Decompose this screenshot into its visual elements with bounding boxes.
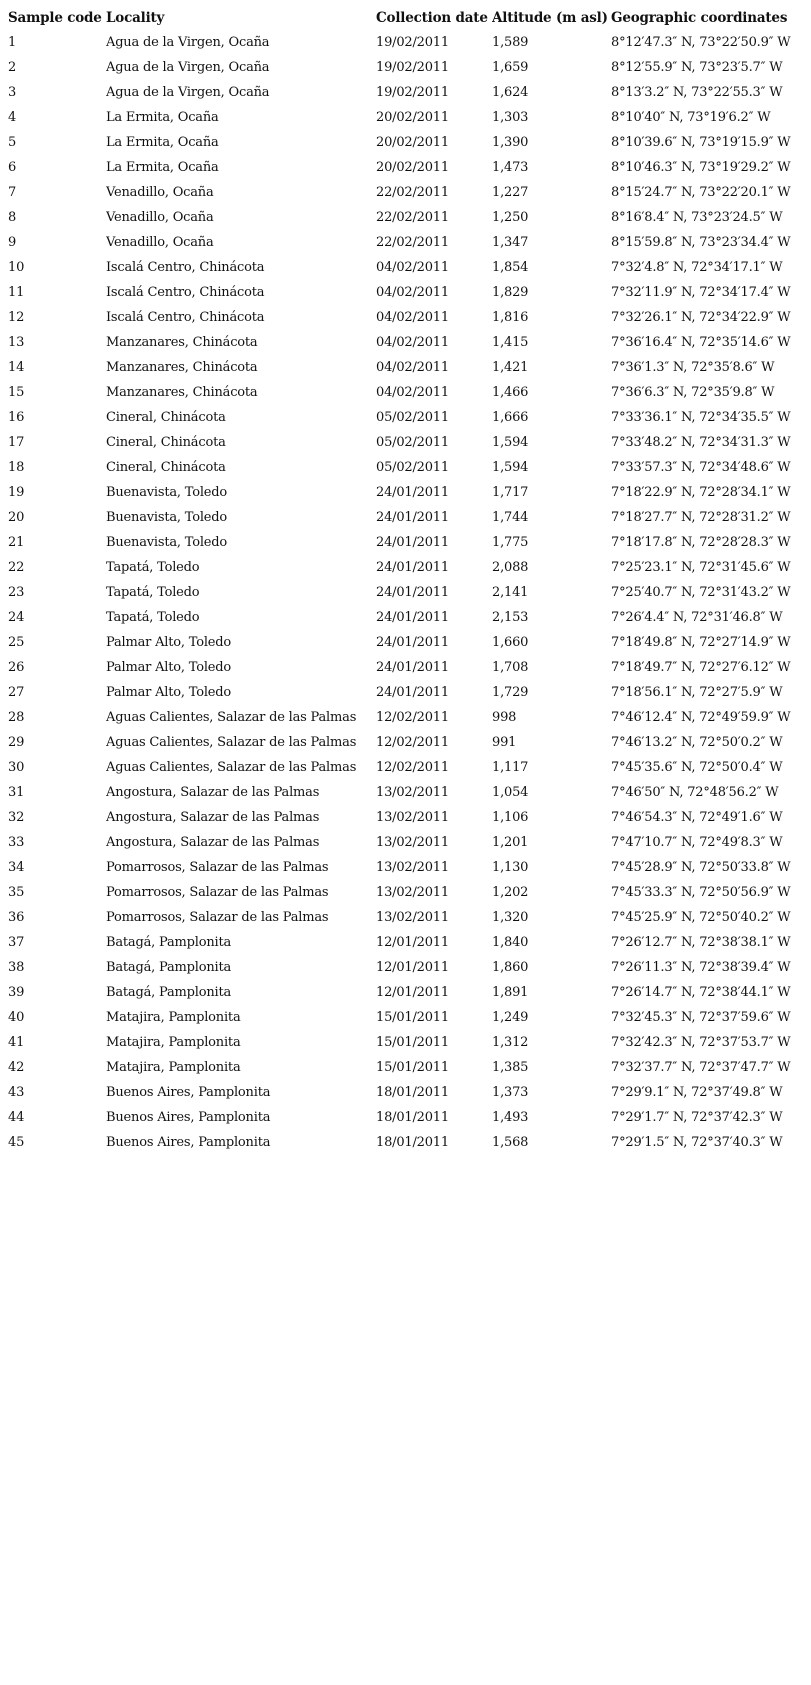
cell-collection-date: 12/01/2011 [376, 935, 449, 950]
table-row [8, 455, 808, 480]
cell-locality: Pomarrosos, Salazar de las Palmas [106, 885, 329, 900]
header-row [8, 6, 808, 30]
table-header [8, 6, 808, 30]
cell-collection-date: 19/02/2011 [376, 60, 449, 75]
table-row [8, 930, 808, 955]
cell-sample-code: 31 [8, 785, 25, 800]
cell-coordinates: 7°32′37.7″ N, 72°37′47.7″ W [611, 1060, 791, 1075]
cell-collection-date: 12/02/2011 [376, 760, 449, 775]
table-row [8, 505, 808, 530]
cell-coordinates: 8°12′55.9″ N, 73°23′5.7″ W [611, 60, 783, 75]
table-row [8, 155, 808, 180]
cell-locality: Tapatá, Toledo [106, 585, 200, 600]
cell-collection-date: 04/02/2011 [376, 335, 449, 350]
cell-sample-code: 12 [8, 310, 25, 325]
cell-coordinates: 7°36′6.3″ N, 72°35′9.8″ W [611, 385, 775, 400]
cell-sample-code: 24 [8, 610, 25, 625]
cell-coordinates: 7°36′16.4″ N, 72°35′14.6″ W [611, 335, 791, 350]
table-row [8, 705, 808, 730]
cell-coordinates: 7°26′11.3″ N, 72°38′39.4″ W [611, 960, 791, 975]
cell-sample-code: 14 [8, 360, 25, 375]
cell-collection-date: 24/01/2011 [376, 535, 449, 550]
cell-altitude: 1,250 [492, 210, 529, 225]
cell-sample-code: 45 [8, 1135, 25, 1150]
cell-sample-code: 15 [8, 385, 25, 400]
header-altitude: Altitude (m asl) [492, 10, 608, 26]
cell-coordinates: 7°32′4.8″ N, 72°34′17.1″ W [611, 260, 783, 275]
cell-locality: Palmar Alto, Toledo [106, 685, 232, 700]
cell-altitude: 1,589 [492, 35, 529, 50]
cell-altitude: 1,249 [492, 1010, 529, 1025]
table-row [8, 1080, 808, 1105]
cell-sample-code: 11 [8, 285, 25, 300]
cell-altitude: 2,141 [492, 585, 529, 600]
cell-locality: Matajira, Pamplonita [106, 1060, 241, 1075]
cell-altitude: 2,088 [492, 560, 529, 575]
cell-locality: Aguas Calientes, Salazar de las Palmas [106, 760, 357, 775]
cell-locality: Batagá, Pamplonita [106, 935, 232, 950]
cell-sample-code: 19 [8, 485, 25, 500]
cell-coordinates: 7°33′36.1″ N, 72°34′35.5″ W [611, 410, 791, 425]
cell-sample-code: 30 [8, 760, 25, 775]
cell-locality: Manzanares, Chinácota [106, 335, 258, 350]
cell-sample-code: 13 [8, 335, 25, 350]
cell-sample-code: 43 [8, 1085, 25, 1100]
table-row [8, 555, 808, 580]
cell-altitude: 1,568 [492, 1135, 529, 1150]
cell-altitude: 1,816 [492, 310, 529, 325]
cell-locality: Angostura, Salazar de las Palmas [106, 785, 320, 800]
cell-collection-date: 24/01/2011 [376, 510, 449, 525]
table-row [8, 755, 808, 780]
cell-collection-date: 20/02/2011 [376, 135, 449, 150]
cell-locality: Iscalá Centro, Chinácota [106, 285, 265, 300]
cell-locality: Buenavista, Toledo [106, 535, 228, 550]
cell-coordinates: 7°18′49.7″ N, 72°27′6.12″ W [611, 660, 791, 675]
cell-altitude: 1,660 [492, 635, 529, 650]
cell-locality: Batagá, Pamplonita [106, 960, 232, 975]
cell-altitude: 1,829 [492, 285, 529, 300]
cell-locality: Pomarrosos, Salazar de las Palmas [106, 910, 329, 925]
cell-coordinates: 7°46′12.4″ N, 72°49′59.9″ W [611, 710, 791, 725]
cell-sample-code: 29 [8, 735, 25, 750]
cell-sample-code: 42 [8, 1060, 25, 1075]
cell-coordinates: 7°25′23.1″ N, 72°31′45.6″ W [611, 560, 791, 575]
cell-locality: La Ermita, Ocaña [106, 160, 219, 175]
cell-locality: Venadillo, Ocaña [106, 210, 214, 225]
table-row [8, 55, 808, 80]
cell-sample-code: 34 [8, 860, 25, 875]
cell-locality: Palmar Alto, Toledo [106, 635, 232, 650]
cell-altitude: 1,473 [492, 160, 529, 175]
cell-sample-code: 28 [8, 710, 25, 725]
cell-locality: Tapatá, Toledo [106, 560, 200, 575]
cell-altitude: 1,385 [492, 1060, 529, 1075]
cell-coordinates: 7°18′17.8″ N, 72°28′28.3″ W [611, 535, 791, 550]
cell-altitude: 1,493 [492, 1110, 529, 1125]
cell-altitude: 1,466 [492, 385, 529, 400]
cell-coordinates: 7°26′12.7″ N, 72°38′38.1″ W [611, 935, 791, 950]
cell-sample-code: 22 [8, 560, 25, 575]
cell-sample-code: 33 [8, 835, 25, 850]
cell-sample-code: 17 [8, 435, 25, 450]
cell-coordinates: 7°29′1.7″ N, 72°37′42.3″ W [611, 1110, 783, 1125]
cell-sample-code: 16 [8, 410, 25, 425]
table-row [8, 680, 808, 705]
table-row [8, 630, 808, 655]
cell-collection-date: 13/02/2011 [376, 785, 449, 800]
cell-locality: Buenos Aires, Pamplonita [106, 1135, 271, 1150]
cell-collection-date: 18/01/2011 [376, 1135, 449, 1150]
cell-coordinates: 7°33′57.3″ N, 72°34′48.6″ W [611, 460, 791, 475]
cell-collection-date: 18/01/2011 [376, 1085, 449, 1100]
cell-collection-date: 12/01/2011 [376, 985, 449, 1000]
cell-locality: La Ermita, Ocaña [106, 135, 219, 150]
cell-altitude: 1,729 [492, 685, 529, 700]
cell-coordinates: 8°13′3.2″ N, 73°22′55.3″ W [611, 85, 783, 100]
cell-altitude: 1,421 [492, 360, 529, 375]
cell-collection-date: 20/02/2011 [376, 160, 449, 175]
table-row [8, 805, 808, 830]
cell-sample-code: 26 [8, 660, 25, 675]
cell-sample-code: 4 [8, 110, 17, 125]
cell-collection-date: 13/02/2011 [376, 835, 449, 850]
cell-locality: Batagá, Pamplonita [106, 985, 232, 1000]
cell-coordinates: 7°32′45.3″ N, 72°37′59.6″ W [611, 1010, 791, 1025]
table-row [8, 305, 808, 330]
cell-coordinates: 7°18′27.7″ N, 72°28′31.2″ W [611, 510, 791, 525]
cell-locality: Matajira, Pamplonita [106, 1035, 241, 1050]
cell-altitude: 1,854 [492, 260, 529, 275]
cell-collection-date: 13/02/2011 [376, 910, 449, 925]
cell-locality: Buenavista, Toledo [106, 485, 228, 500]
cell-collection-date: 13/02/2011 [376, 860, 449, 875]
cell-collection-date: 24/01/2011 [376, 685, 449, 700]
table-row [8, 980, 808, 1005]
cell-locality: Agua de la Virgen, Ocaña [106, 60, 270, 75]
cell-sample-code: 44 [8, 1110, 25, 1125]
cell-altitude: 1,708 [492, 660, 529, 675]
cell-locality: Tapatá, Toledo [106, 610, 200, 625]
cell-collection-date: 22/02/2011 [376, 185, 449, 200]
cell-coordinates: 7°29′1.5″ N, 72°37′40.3″ W [611, 1135, 783, 1150]
cell-altitude: 1,202 [492, 885, 529, 900]
cell-coordinates: 7°36′1.3″ N, 72°35′8.6″ W [611, 360, 775, 375]
cell-locality: Buenavista, Toledo [106, 510, 228, 525]
cell-collection-date: 12/02/2011 [376, 735, 449, 750]
cell-collection-date: 12/01/2011 [376, 960, 449, 975]
cell-locality: Angostura, Salazar de las Palmas [106, 810, 320, 825]
cell-sample-code: 27 [8, 685, 25, 700]
cell-locality: Buenos Aires, Pamplonita [106, 1085, 271, 1100]
cell-coordinates: 7°45′35.6″ N, 72°50′0.4″ W [611, 760, 783, 775]
table-row [8, 105, 808, 130]
cell-coordinates: 8°10′46.3″ N, 73°19′29.2″ W [611, 160, 791, 175]
cell-collection-date: 19/02/2011 [376, 85, 449, 100]
cell-collection-date: 24/01/2011 [376, 560, 449, 575]
table-row [8, 855, 808, 880]
cell-coordinates: 7°46′13.2″ N, 72°50′0.2″ W [611, 735, 783, 750]
table-row [8, 880, 808, 905]
table-row [8, 430, 808, 455]
header-geographic-coordinates: Geographic coordinates [611, 10, 788, 26]
cell-collection-date: 05/02/2011 [376, 460, 449, 475]
table-row [8, 1130, 808, 1155]
cell-altitude: 1,312 [492, 1035, 529, 1050]
table-row [8, 405, 808, 430]
cell-sample-code: 10 [8, 260, 25, 275]
cell-locality: Iscalá Centro, Chinácota [106, 260, 265, 275]
table-row [8, 530, 808, 555]
cell-altitude: 1,717 [492, 485, 529, 500]
cell-locality: Agua de la Virgen, Ocaña [106, 85, 270, 100]
cell-coordinates: 8°10′39.6″ N, 73°19′15.9″ W [611, 135, 791, 150]
cell-collection-date: 24/01/2011 [376, 635, 449, 650]
cell-locality: Angostura, Salazar de las Palmas [106, 835, 320, 850]
table-row [8, 30, 808, 55]
cell-collection-date: 04/02/2011 [376, 260, 449, 275]
cell-sample-code: 3 [8, 85, 17, 100]
cell-collection-date: 24/01/2011 [376, 585, 449, 600]
cell-altitude: 1,594 [492, 435, 529, 450]
cell-locality: Venadillo, Ocaña [106, 235, 214, 250]
cell-altitude: 1,415 [492, 335, 529, 350]
cell-altitude: 1,054 [492, 785, 529, 800]
cell-collection-date: 18/01/2011 [376, 1110, 449, 1125]
cell-altitude: 1,840 [492, 935, 529, 950]
cell-locality: Pomarrosos, Salazar de las Palmas [106, 860, 329, 875]
cell-altitude: 1,594 [492, 460, 529, 475]
cell-locality: Cineral, Chinácota [106, 460, 226, 475]
cell-coordinates: 7°45′25.9″ N, 72°50′40.2″ W [611, 910, 791, 925]
cell-sample-code: 37 [8, 935, 25, 950]
table-row [8, 655, 808, 680]
cell-coordinates: 7°46′54.3″ N, 72°49′1.6″ W [611, 810, 783, 825]
cell-collection-date: 05/02/2011 [376, 410, 449, 425]
table-row [8, 605, 808, 630]
cell-collection-date: 22/02/2011 [376, 235, 449, 250]
cell-collection-date: 24/01/2011 [376, 660, 449, 675]
cell-altitude: 1,390 [492, 135, 529, 150]
table-row [8, 1005, 808, 1030]
cell-coordinates: 7°25′40.7″ N, 72°31′43.2″ W [611, 585, 791, 600]
cell-locality: Cineral, Chinácota [106, 435, 226, 450]
cell-altitude: 1,347 [492, 235, 529, 250]
header-sample-code: Sample code [8, 10, 102, 26]
table-row [8, 780, 808, 805]
cell-sample-code: 25 [8, 635, 25, 650]
table-row [8, 205, 808, 230]
cell-sample-code: 6 [8, 160, 17, 175]
cell-sample-code: 5 [8, 135, 17, 150]
cell-altitude: 1,659 [492, 60, 529, 75]
cell-altitude: 1,201 [492, 835, 529, 850]
cell-sample-code: 35 [8, 885, 25, 900]
cell-altitude: 991 [492, 735, 517, 750]
cell-locality: Matajira, Pamplonita [106, 1010, 241, 1025]
cell-sample-code: 36 [8, 910, 25, 925]
cell-coordinates: 7°33′48.2″ N, 72°34′31.3″ W [611, 435, 791, 450]
cell-sample-code: 23 [8, 585, 25, 600]
cell-coordinates: 7°18′56.1″ N, 72°27′5.9″ W [611, 685, 783, 700]
cell-sample-code: 32 [8, 810, 25, 825]
cell-collection-date: 13/02/2011 [376, 810, 449, 825]
cell-coordinates: 8°12′47.3″ N, 73°22′50.9″ W [611, 35, 791, 50]
cell-coordinates: 7°46′50″ N, 72°48′56.2″ W [611, 785, 779, 800]
cell-coordinates: 7°18′22.9″ N, 72°28′34.1″ W [611, 485, 791, 500]
cell-sample-code: 1 [8, 35, 17, 50]
cell-sample-code: 9 [8, 235, 17, 250]
cell-altitude: 1,106 [492, 810, 529, 825]
cell-altitude: 2,153 [492, 610, 529, 625]
cell-altitude: 1,860 [492, 960, 529, 975]
cell-coordinates: 8°10′40″ N, 73°19′6.2″ W [611, 110, 771, 125]
cell-locality: La Ermita, Ocaña [106, 110, 219, 125]
cell-locality: Aguas Calientes, Salazar de las Palmas [106, 735, 357, 750]
cell-collection-date: 19/02/2011 [376, 35, 449, 50]
table-row [8, 830, 808, 855]
cell-collection-date: 05/02/2011 [376, 435, 449, 450]
cell-coordinates: 8°15′59.8″ N, 73°23′34.4″ W [611, 235, 791, 250]
cell-collection-date: 12/02/2011 [376, 710, 449, 725]
cell-sample-code: 20 [8, 510, 25, 525]
cell-collection-date: 15/01/2011 [376, 1060, 449, 1075]
cell-collection-date: 13/02/2011 [376, 885, 449, 900]
cell-altitude: 1,624 [492, 85, 529, 100]
table-row [8, 255, 808, 280]
cell-collection-date: 04/02/2011 [376, 360, 449, 375]
cell-sample-code: 18 [8, 460, 25, 475]
header-locality: Locality [106, 10, 165, 26]
table-row [8, 180, 808, 205]
cell-altitude: 1,130 [492, 860, 529, 875]
cell-sample-code: 7 [8, 185, 17, 200]
cell-locality: Buenos Aires, Pamplonita [106, 1110, 271, 1125]
table-row [8, 1105, 808, 1130]
cell-coordinates: 8°15′24.7″ N, 73°22′20.1″ W [611, 185, 791, 200]
cell-sample-code: 39 [8, 985, 25, 1000]
cell-altitude: 998 [492, 710, 517, 725]
table-row [8, 355, 808, 380]
cell-coordinates: 7°29′9.1″ N, 72°37′49.8″ W [611, 1085, 783, 1100]
table-row [8, 330, 808, 355]
cell-locality: Cineral, Chinácota [106, 410, 226, 425]
cell-locality: Manzanares, Chinácota [106, 385, 258, 400]
table-row [8, 730, 808, 755]
cell-coordinates: 7°26′4.4″ N, 72°31′46.8″ W [611, 610, 783, 625]
cell-altitude: 1,227 [492, 185, 529, 200]
cell-collection-date: 24/01/2011 [376, 610, 449, 625]
cell-altitude: 1,373 [492, 1085, 529, 1100]
cell-collection-date: 04/02/2011 [376, 385, 449, 400]
table-row [8, 580, 808, 605]
cell-sample-code: 8 [8, 210, 17, 225]
table-row [8, 1030, 808, 1055]
cell-coordinates: 7°26′14.7″ N, 72°38′44.1″ W [611, 985, 791, 1000]
cell-coordinates: 7°47′10.7″ N, 72°49′8.3″ W [611, 835, 783, 850]
cell-coordinates: 7°32′11.9″ N, 72°34′17.4″ W [611, 285, 791, 300]
cell-altitude: 1,666 [492, 410, 529, 425]
cell-collection-date: 20/02/2011 [376, 110, 449, 125]
cell-coordinates: 8°16′8.4″ N, 73°23′24.5″ W [611, 210, 783, 225]
cell-sample-code: 2 [8, 60, 17, 75]
cell-locality: Aguas Calientes, Salazar de las Palmas [106, 710, 357, 725]
table-body [8, 30, 808, 1155]
cell-coordinates: 7°32′26.1″ N, 72°34′22.9″ W [611, 310, 791, 325]
table-row [8, 130, 808, 155]
table-row [8, 380, 808, 405]
cell-locality: Palmar Alto, Toledo [106, 660, 232, 675]
cell-collection-date: 04/02/2011 [376, 310, 449, 325]
cell-sample-code: 38 [8, 960, 25, 975]
table-row [8, 1055, 808, 1080]
cell-coordinates: 7°45′33.3″ N, 72°50′56.9″ W [611, 885, 791, 900]
table-row [8, 480, 808, 505]
cell-collection-date: 15/01/2011 [376, 1010, 449, 1025]
cell-coordinates: 7°45′28.9″ N, 72°50′33.8″ W [611, 860, 791, 875]
cell-altitude: 1,744 [492, 510, 529, 525]
samples-table [8, 6, 808, 1155]
cell-sample-code: 21 [8, 535, 25, 550]
header-collection-date: Collection date [376, 10, 488, 26]
cell-locality: Venadillo, Ocaña [106, 185, 214, 200]
cell-collection-date: 15/01/2011 [376, 1035, 449, 1050]
table-row [8, 955, 808, 980]
cell-locality: Manzanares, Chinácota [106, 360, 258, 375]
table-row [8, 230, 808, 255]
cell-sample-code: 41 [8, 1035, 25, 1050]
cell-collection-date: 24/01/2011 [376, 485, 449, 500]
cell-collection-date: 04/02/2011 [376, 285, 449, 300]
table-row [8, 905, 808, 930]
cell-sample-code: 40 [8, 1010, 25, 1025]
cell-altitude: 1,891 [492, 985, 529, 1000]
cell-altitude: 1,303 [492, 110, 529, 125]
cell-coordinates: 7°18′49.8″ N, 72°27′14.9″ W [611, 635, 791, 650]
table-row [8, 280, 808, 305]
cell-altitude: 1,117 [492, 760, 529, 775]
cell-coordinates: 7°32′42.3″ N, 72°37′53.7″ W [611, 1035, 791, 1050]
cell-collection-date: 22/02/2011 [376, 210, 449, 225]
cell-locality: Iscalá Centro, Chinácota [106, 310, 265, 325]
cell-locality: Agua de la Virgen, Ocaña [106, 35, 270, 50]
cell-altitude: 1,320 [492, 910, 529, 925]
table-row [8, 80, 808, 105]
cell-altitude: 1,775 [492, 535, 529, 550]
